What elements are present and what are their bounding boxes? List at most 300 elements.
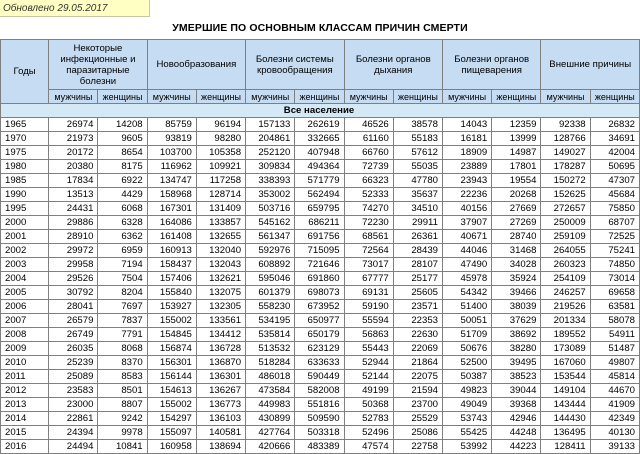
value-cell: 24431 xyxy=(49,202,98,216)
value-cell: 55183 xyxy=(393,132,442,146)
value-cell: 562494 xyxy=(295,188,344,202)
table-row xyxy=(1,384,640,398)
value-cell: 698073 xyxy=(295,286,344,300)
value-cell: 103700 xyxy=(147,146,196,160)
value-cell: 158437 xyxy=(147,258,196,272)
value-cell: 25086 xyxy=(393,426,442,440)
value-cell: 29526 xyxy=(49,272,98,286)
value-cell: 155002 xyxy=(147,398,196,412)
table-row xyxy=(1,216,640,230)
year-cell: 2005 xyxy=(1,286,49,300)
value-cell: 55594 xyxy=(344,314,393,328)
value-cell: 686211 xyxy=(295,216,344,230)
value-cell: 128714 xyxy=(196,188,245,202)
value-cell: 35924 xyxy=(492,272,541,286)
value-cell: 721646 xyxy=(295,258,344,272)
value-cell: 67777 xyxy=(344,272,393,286)
table-row xyxy=(1,230,640,244)
value-cell: 57612 xyxy=(393,146,442,160)
value-cell: 75241 xyxy=(590,244,639,258)
value-cell: 6068 xyxy=(98,202,147,216)
year-cell: 2008 xyxy=(1,328,49,342)
value-cell: 633633 xyxy=(295,356,344,370)
value-cell: 98280 xyxy=(196,132,245,146)
value-cell: 22630 xyxy=(393,328,442,342)
value-cell: 93819 xyxy=(147,132,196,146)
value-cell: 8068 xyxy=(98,342,147,356)
value-cell: 23943 xyxy=(443,174,492,188)
value-cell: 27269 xyxy=(492,216,541,230)
value-cell: 128766 xyxy=(541,132,590,146)
value-cell: 13999 xyxy=(492,132,541,146)
value-cell: 49823 xyxy=(443,384,492,398)
table-row xyxy=(1,244,640,258)
value-cell: 483389 xyxy=(295,440,344,454)
value-cell: 22353 xyxy=(393,314,442,328)
female-subheader: женщины xyxy=(98,90,147,104)
value-cell: 96194 xyxy=(196,118,245,132)
value-cell: 260323 xyxy=(541,258,590,272)
table-row xyxy=(1,300,640,314)
value-cell: 149104 xyxy=(541,384,590,398)
table-row xyxy=(1,328,640,342)
value-cell: 252120 xyxy=(246,146,295,160)
value-cell: 650179 xyxy=(295,328,344,342)
value-cell: 518284 xyxy=(246,356,295,370)
value-cell: 73017 xyxy=(344,258,393,272)
value-cell: 561347 xyxy=(246,230,295,244)
value-cell: 22758 xyxy=(393,440,442,454)
value-cell: 6328 xyxy=(98,216,147,230)
value-cell: 153927 xyxy=(147,300,196,314)
value-cell: 309834 xyxy=(246,160,295,174)
value-cell: 50368 xyxy=(344,398,393,412)
value-cell: 494364 xyxy=(295,160,344,174)
value-cell: 136103 xyxy=(196,412,245,426)
value-cell: 73014 xyxy=(590,272,639,286)
year-cell: 1995 xyxy=(1,202,49,216)
value-cell: 28439 xyxy=(393,244,442,258)
value-cell: 44248 xyxy=(492,426,541,440)
value-cell: 173089 xyxy=(541,342,590,356)
table-row xyxy=(1,146,640,160)
value-cell: 51487 xyxy=(590,342,639,356)
value-cell: 34028 xyxy=(492,258,541,272)
value-cell: 9978 xyxy=(98,426,147,440)
year-cell: 2014 xyxy=(1,412,49,426)
value-cell: 131409 xyxy=(196,202,245,216)
value-cell: 551816 xyxy=(295,398,344,412)
value-cell: 59190 xyxy=(344,300,393,314)
value-cell: 132621 xyxy=(196,272,245,286)
value-cell: 161408 xyxy=(147,230,196,244)
table-row xyxy=(1,188,640,202)
value-cell: 136267 xyxy=(196,384,245,398)
value-cell: 30792 xyxy=(49,286,98,300)
value-cell: 72525 xyxy=(590,230,639,244)
year-cell: 1970 xyxy=(1,132,49,146)
table-row xyxy=(1,356,640,370)
mortality-table xyxy=(0,39,640,454)
year-cell: 2004 xyxy=(1,272,49,286)
value-cell: 45684 xyxy=(590,188,639,202)
value-cell: 659795 xyxy=(295,202,344,216)
value-cell: 24394 xyxy=(49,426,98,440)
female-subheader: женщины xyxy=(590,90,639,104)
value-cell: 7194 xyxy=(98,258,147,272)
value-cell: 449983 xyxy=(246,398,295,412)
value-cell: 254109 xyxy=(541,272,590,286)
value-cell: 545162 xyxy=(246,216,295,230)
value-cell: 154297 xyxy=(147,412,196,426)
value-cell: 486018 xyxy=(246,370,295,384)
value-cell: 50695 xyxy=(590,160,639,174)
value-cell: 28107 xyxy=(393,258,442,272)
value-cell: 136495 xyxy=(541,426,590,440)
year-cell: 2003 xyxy=(1,258,49,272)
value-cell: 28740 xyxy=(492,230,541,244)
value-cell: 155840 xyxy=(147,286,196,300)
year-cell: 1990 xyxy=(1,188,49,202)
year-cell: 2013 xyxy=(1,398,49,412)
value-cell: 39466 xyxy=(492,286,541,300)
female-subheader: женщины xyxy=(492,90,541,104)
value-cell: 31468 xyxy=(492,244,541,258)
value-cell: 53992 xyxy=(443,440,492,454)
page-title: УМЕРШИЕ ПО ОСНОВНЫМ КЛАССАМ ПРИЧИН СМЕРТИ xyxy=(172,22,468,34)
value-cell: 149027 xyxy=(541,146,590,160)
value-cell: 691756 xyxy=(295,230,344,244)
value-cell: 55443 xyxy=(344,342,393,356)
value-cell: 246257 xyxy=(541,286,590,300)
male-subheader: мужчины xyxy=(443,90,492,104)
table-row xyxy=(1,342,640,356)
value-cell: 23583 xyxy=(49,384,98,398)
value-cell: 153544 xyxy=(541,370,590,384)
value-cell: 8370 xyxy=(98,356,147,370)
value-cell: 92338 xyxy=(541,118,590,132)
value-cell: 25177 xyxy=(393,272,442,286)
value-cell: 34691 xyxy=(590,132,639,146)
value-cell: 4429 xyxy=(98,188,147,202)
value-cell: 673952 xyxy=(295,300,344,314)
value-cell: 49049 xyxy=(443,398,492,412)
value-cell: 133857 xyxy=(196,216,245,230)
value-cell: 26361 xyxy=(393,230,442,244)
value-cell: 8501 xyxy=(98,384,147,398)
value-cell: 52944 xyxy=(344,356,393,370)
value-cell: 6922 xyxy=(98,174,147,188)
value-cell: 66760 xyxy=(344,146,393,160)
value-cell: 22069 xyxy=(393,342,442,356)
value-cell: 509590 xyxy=(295,412,344,426)
value-cell: 128411 xyxy=(541,440,590,454)
table-row xyxy=(1,174,640,188)
value-cell: 52333 xyxy=(344,188,393,202)
value-cell: 164086 xyxy=(147,216,196,230)
year-cell: 2012 xyxy=(1,384,49,398)
value-cell: 157133 xyxy=(246,118,295,132)
value-cell: 26579 xyxy=(49,314,98,328)
value-cell: 150272 xyxy=(541,174,590,188)
year-cell: 2007 xyxy=(1,314,49,328)
value-cell: 14987 xyxy=(492,146,541,160)
value-cell: 24494 xyxy=(49,440,98,454)
value-cell: 55035 xyxy=(393,160,442,174)
value-cell: 29911 xyxy=(393,216,442,230)
year-cell: 2016 xyxy=(1,440,49,454)
table-row xyxy=(1,258,640,272)
value-cell: 26832 xyxy=(590,118,639,132)
value-cell: 38692 xyxy=(492,328,541,342)
value-cell: 264055 xyxy=(541,244,590,258)
value-cell: 46526 xyxy=(344,118,393,132)
value-cell: 473584 xyxy=(246,384,295,398)
value-cell: 51400 xyxy=(443,300,492,314)
value-cell: 37907 xyxy=(443,216,492,230)
group-header: Внешние причины xyxy=(541,40,640,90)
value-cell: 420666 xyxy=(246,440,295,454)
value-cell: 558230 xyxy=(246,300,295,314)
value-cell: 534195 xyxy=(246,314,295,328)
value-cell: 74270 xyxy=(344,202,393,216)
value-cell: 56863 xyxy=(344,328,393,342)
value-cell: 25529 xyxy=(393,412,442,426)
value-cell: 8807 xyxy=(98,398,147,412)
value-cell: 109921 xyxy=(196,160,245,174)
value-cell: 26035 xyxy=(49,342,98,356)
value-cell: 38039 xyxy=(492,300,541,314)
value-cell: 42004 xyxy=(590,146,639,160)
table-row xyxy=(1,412,640,426)
value-cell: 39044 xyxy=(492,384,541,398)
value-cell: 407948 xyxy=(295,146,344,160)
value-cell: 25605 xyxy=(393,286,442,300)
table-row xyxy=(1,202,640,216)
value-cell: 47490 xyxy=(443,258,492,272)
value-cell: 582008 xyxy=(295,384,344,398)
value-cell: 40156 xyxy=(443,202,492,216)
value-cell: 272657 xyxy=(541,202,590,216)
value-cell: 28041 xyxy=(49,300,98,314)
value-cell: 154845 xyxy=(147,328,196,342)
value-cell: 22236 xyxy=(443,188,492,202)
table-row xyxy=(1,286,640,300)
group-header: Болезни органов пищеварения xyxy=(443,40,541,90)
value-cell: 18909 xyxy=(443,146,492,160)
value-cell: 66323 xyxy=(344,174,393,188)
value-cell: 29972 xyxy=(49,244,98,258)
value-cell: 23889 xyxy=(443,160,492,174)
value-cell: 25239 xyxy=(49,356,98,370)
group-header: Болезни органов дыхания xyxy=(344,40,442,90)
value-cell: 7791 xyxy=(98,328,147,342)
female-subheader: женщины xyxy=(393,90,442,104)
year-cell: 2006 xyxy=(1,300,49,314)
value-cell: 52783 xyxy=(344,412,393,426)
value-cell: 39368 xyxy=(492,398,541,412)
section-label: Все население xyxy=(1,104,640,118)
value-cell: 134747 xyxy=(147,174,196,188)
value-cell: 9242 xyxy=(98,412,147,426)
value-cell: 38280 xyxy=(492,342,541,356)
value-cell: 61160 xyxy=(344,132,393,146)
value-cell: 157406 xyxy=(147,272,196,286)
value-cell: 144430 xyxy=(541,412,590,426)
value-cell: 51709 xyxy=(443,328,492,342)
year-cell: 2001 xyxy=(1,230,49,244)
value-cell: 332665 xyxy=(295,132,344,146)
value-cell: 160913 xyxy=(147,244,196,258)
value-cell: 513532 xyxy=(246,342,295,356)
value-cell: 23000 xyxy=(49,398,98,412)
table-row xyxy=(1,132,640,146)
table-row xyxy=(1,272,640,286)
value-cell: 19554 xyxy=(492,174,541,188)
value-cell: 54911 xyxy=(590,328,639,342)
value-cell: 427764 xyxy=(246,426,295,440)
value-cell: 132043 xyxy=(196,258,245,272)
value-cell: 117258 xyxy=(196,174,245,188)
value-cell: 45814 xyxy=(590,370,639,384)
value-cell: 38578 xyxy=(393,118,442,132)
value-cell: 17801 xyxy=(492,160,541,174)
value-cell: 14043 xyxy=(443,118,492,132)
value-cell: 138694 xyxy=(196,440,245,454)
value-cell: 116962 xyxy=(147,160,196,174)
value-cell: 259109 xyxy=(541,230,590,244)
value-cell: 63581 xyxy=(590,300,639,314)
value-cell: 608892 xyxy=(246,258,295,272)
value-cell: 20172 xyxy=(49,146,98,160)
value-cell: 44670 xyxy=(590,384,639,398)
value-cell: 250009 xyxy=(541,216,590,230)
female-subheader: женщины xyxy=(295,90,344,104)
value-cell: 590449 xyxy=(295,370,344,384)
value-cell: 16181 xyxy=(443,132,492,146)
value-cell: 155002 xyxy=(147,314,196,328)
value-cell: 6959 xyxy=(98,244,147,258)
value-cell: 133561 xyxy=(196,314,245,328)
value-cell: 74850 xyxy=(590,258,639,272)
group-header: Новообразования xyxy=(147,40,245,90)
value-cell: 68707 xyxy=(590,216,639,230)
value-cell: 50051 xyxy=(443,314,492,328)
value-cell: 39133 xyxy=(590,440,639,454)
value-cell: 52500 xyxy=(443,356,492,370)
value-cell: 178287 xyxy=(541,160,590,174)
value-cell: 72230 xyxy=(344,216,393,230)
table-row xyxy=(1,370,640,384)
value-cell: 338393 xyxy=(246,174,295,188)
table-row xyxy=(1,398,640,412)
value-cell: 503716 xyxy=(246,202,295,216)
value-cell: 152625 xyxy=(541,188,590,202)
value-cell: 20268 xyxy=(492,188,541,202)
value-cell: 20380 xyxy=(49,160,98,174)
value-cell: 167301 xyxy=(147,202,196,216)
value-cell: 68561 xyxy=(344,230,393,244)
value-cell: 42946 xyxy=(492,412,541,426)
value-cell: 140581 xyxy=(196,426,245,440)
value-cell: 49199 xyxy=(344,384,393,398)
value-cell: 23571 xyxy=(393,300,442,314)
value-cell: 8204 xyxy=(98,286,147,300)
year-header: Годы xyxy=(1,40,49,104)
value-cell: 72739 xyxy=(344,160,393,174)
value-cell: 7837 xyxy=(98,314,147,328)
value-cell: 592976 xyxy=(246,244,295,258)
value-cell: 715095 xyxy=(295,244,344,258)
year-cell: 1985 xyxy=(1,174,49,188)
year-cell: 2009 xyxy=(1,342,49,356)
value-cell: 691860 xyxy=(295,272,344,286)
table-row xyxy=(1,160,640,174)
value-cell: 17834 xyxy=(49,174,98,188)
value-cell: 52496 xyxy=(344,426,393,440)
table-row xyxy=(1,426,640,440)
value-cell: 22861 xyxy=(49,412,98,426)
value-cell: 53743 xyxy=(443,412,492,426)
value-cell: 37629 xyxy=(492,314,541,328)
value-cell: 13513 xyxy=(49,188,98,202)
value-cell: 21864 xyxy=(393,356,442,370)
year-cell: 2010 xyxy=(1,356,49,370)
value-cell: 38523 xyxy=(492,370,541,384)
female-subheader: женщины xyxy=(196,90,245,104)
value-cell: 34510 xyxy=(393,202,442,216)
value-cell: 39495 xyxy=(492,356,541,370)
value-cell: 156301 xyxy=(147,356,196,370)
value-cell: 189552 xyxy=(541,328,590,342)
table-row xyxy=(1,440,640,454)
value-cell: 41909 xyxy=(590,398,639,412)
value-cell: 28910 xyxy=(49,230,98,244)
year-cell: 1975 xyxy=(1,146,49,160)
value-cell: 8583 xyxy=(98,370,147,384)
value-cell: 10841 xyxy=(98,440,147,454)
value-cell: 262619 xyxy=(295,118,344,132)
value-cell: 35637 xyxy=(393,188,442,202)
value-cell: 44223 xyxy=(492,440,541,454)
value-cell: 650977 xyxy=(295,314,344,328)
value-cell: 204861 xyxy=(246,132,295,146)
male-subheader: мужчины xyxy=(541,90,590,104)
value-cell: 45978 xyxy=(443,272,492,286)
value-cell: 156874 xyxy=(147,342,196,356)
value-cell: 154613 xyxy=(147,384,196,398)
table-row xyxy=(1,118,640,132)
value-cell: 58078 xyxy=(590,314,639,328)
value-cell: 85759 xyxy=(147,118,196,132)
value-cell: 134412 xyxy=(196,328,245,342)
value-cell: 40130 xyxy=(590,426,639,440)
value-cell: 21594 xyxy=(393,384,442,398)
value-cell: 26974 xyxy=(49,118,98,132)
value-cell: 156144 xyxy=(147,370,196,384)
value-cell: 49807 xyxy=(590,356,639,370)
value-cell: 44046 xyxy=(443,244,492,258)
value-cell: 167060 xyxy=(541,356,590,370)
year-cell: 2015 xyxy=(1,426,49,440)
value-cell: 158968 xyxy=(147,188,196,202)
value-cell: 75850 xyxy=(590,202,639,216)
value-cell: 7504 xyxy=(98,272,147,286)
male-subheader: мужчины xyxy=(49,90,98,104)
value-cell: 503318 xyxy=(295,426,344,440)
value-cell: 72564 xyxy=(344,244,393,258)
value-cell: 40671 xyxy=(443,230,492,244)
